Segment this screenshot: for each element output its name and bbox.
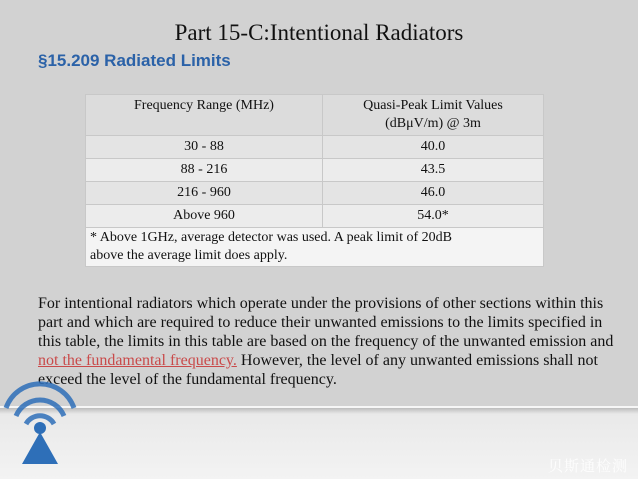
table-header-row (86, 95, 544, 136)
table-row (86, 205, 544, 228)
footnote-line1: * Above 1GHz, average detector was used. A peak limit of 20dB (90, 230, 452, 245)
footer-band (0, 408, 638, 479)
fundamental-frequency-link[interactable]: not the fundamental frequency. (38, 352, 237, 369)
frequency-range-cell: 216 - 960 (86, 182, 323, 205)
table-note-row (86, 228, 544, 267)
limit-value-cell: 54.0* (323, 205, 544, 228)
table-footnote (86, 228, 544, 267)
limit-value-cell: 46.0 (323, 182, 544, 205)
table-row (86, 136, 544, 159)
body-paragraph (38, 294, 628, 389)
radiated-limits-table (85, 94, 544, 267)
header-quasi-peak-line1: Quasi-Peak Limit Values (363, 98, 503, 113)
paragraph-text-part2: However, the level of any unwanted emissions shall not exceed the level of the fundamental frequency. (38, 352, 598, 388)
frequency-range-cell: 30 - 88 (86, 136, 323, 159)
table-row (86, 182, 544, 205)
watermark-logo-text: 贝斯通检测 (547, 457, 628, 475)
frequency-range-cell: Above 960 (86, 205, 323, 228)
frequency-range-cell: 88 - 216 (86, 159, 323, 182)
header-frequency-range: Frequency Range (MHz) (86, 95, 323, 136)
header-quasi-peak-limit (323, 95, 544, 136)
slide-title: Part 15-C:Intentional Radiators (174, 20, 464, 45)
table-row (86, 159, 544, 182)
limit-value-cell: 43.5 (323, 159, 544, 182)
section-heading: §15.209 Radiated Limits (38, 51, 231, 70)
header-quasi-peak-line2: (dBμV/m) @ 3m (385, 116, 481, 131)
footnote-line2: above the average limit does apply. (90, 248, 288, 263)
limit-value-cell: 40.0 (323, 136, 544, 159)
wireless-tower-icon (0, 370, 80, 470)
paragraph-text-part1: For intentional radiators which operate under the provisions of other sections within this part and which are required to reduce their unwanted emissions to the limits specified in this table, the limits in this table are based on the frequency of the unwanted emission and (38, 295, 614, 350)
